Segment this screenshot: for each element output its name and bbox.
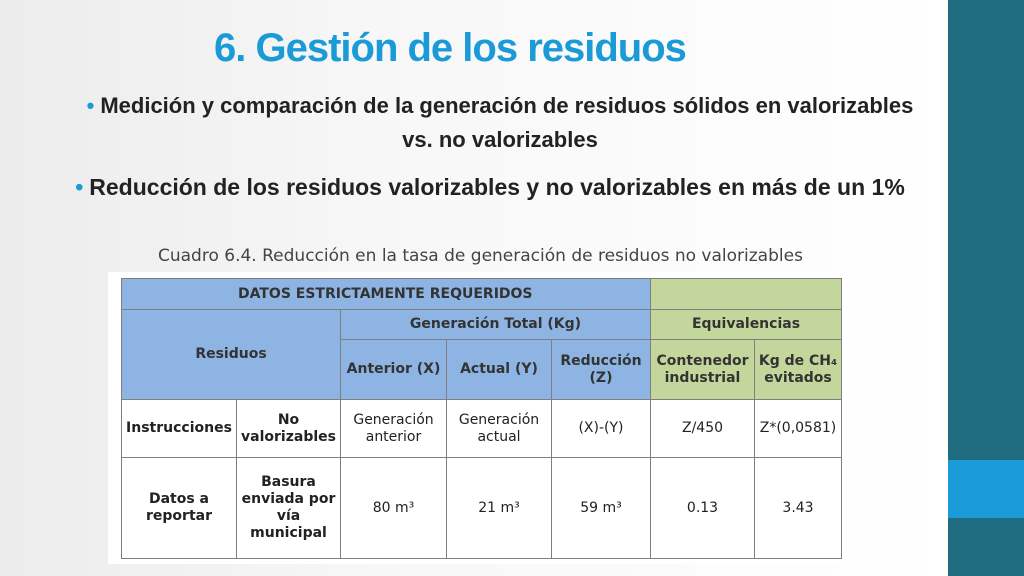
- header-blank-green: [651, 279, 842, 310]
- bullet-mark: •: [86, 93, 95, 118]
- header-equivalencias: Equivalencias: [651, 310, 842, 340]
- side-accent: [948, 460, 1024, 518]
- header-kg-ch4: Kg de CH₄ evitados: [755, 340, 842, 400]
- data-table: [121, 278, 842, 559]
- cell-instr-contenedor: Z/450: [651, 400, 755, 458]
- header-generacion-total: Generación Total (Kg): [341, 310, 651, 340]
- header-contenedor: Contenedor industrial: [651, 340, 755, 400]
- header-required-data: DATOS ESTRICTAMENTE REQUERIDOS: [122, 279, 651, 310]
- row-instrucciones-sub: No valorizables: [237, 400, 341, 458]
- cell-datos-kg: 3.43: [755, 458, 842, 559]
- row-instrucciones-label: Instrucciones: [122, 400, 237, 458]
- slide-title: 6. Gestión de los residuos: [214, 26, 686, 70]
- header-residuos: Residuos: [122, 310, 341, 400]
- cell-instr-anterior: Generación anterior: [341, 400, 447, 458]
- table-caption: Cuadro 6.4. Reducción en la tasa de generación de residuos no valorizables: [158, 246, 803, 266]
- header-reduccion: Reducción (Z): [552, 340, 651, 400]
- header-actual: Actual (Y): [447, 340, 552, 400]
- cell-instr-kg: Z*(0,0581): [755, 400, 842, 458]
- row-datos-sub: Basura enviada por vía municipal: [237, 458, 341, 559]
- cell-datos-actual: 21 m³: [447, 458, 552, 559]
- cell-instr-actual: Generación actual: [447, 400, 552, 458]
- row-datos-label: Datos a reportar: [122, 458, 237, 559]
- bullet-mark: •: [75, 174, 84, 200]
- cell-datos-reduccion: 59 m³: [552, 458, 651, 559]
- bullet-2-text: Reducción de los residuos valorizables y no valorizables en más de un 1%: [89, 174, 905, 200]
- cell-instr-reduccion: (X)-(Y): [552, 400, 651, 458]
- bullet-1: [70, 89, 930, 157]
- cell-datos-contenedor: 0.13: [651, 458, 755, 559]
- bullet-2: [40, 170, 940, 204]
- bullet-1-text: Medición y comparación de la generación de residuos sólidos en valorizables vs. no valorizables: [100, 93, 914, 152]
- header-anterior: Anterior (X): [341, 340, 447, 400]
- cell-datos-anterior: 80 m³: [341, 458, 447, 559]
